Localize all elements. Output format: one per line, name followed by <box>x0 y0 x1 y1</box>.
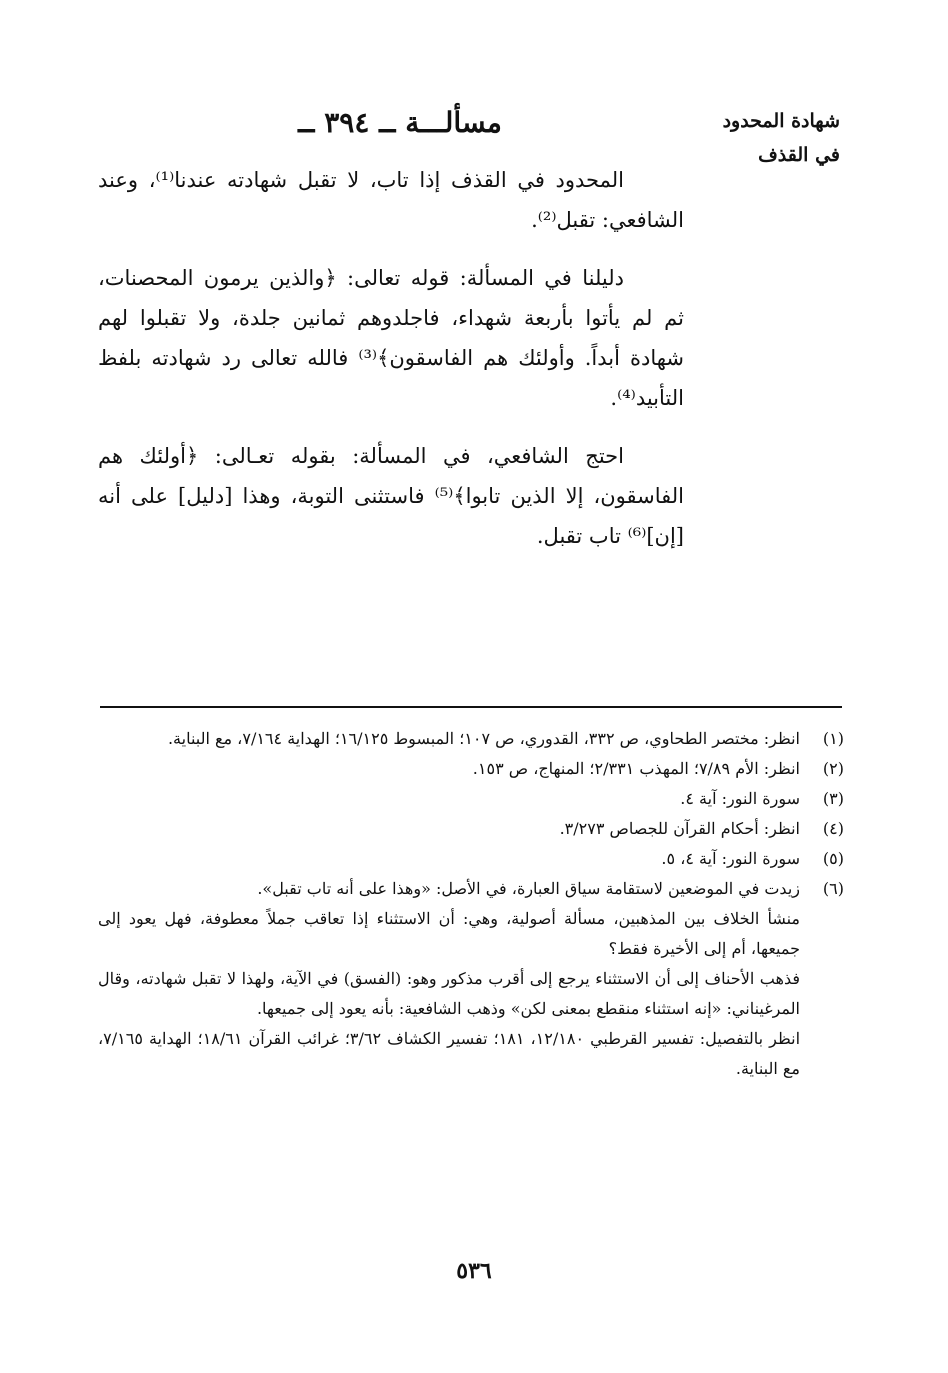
footnote-text: انظر: أحكام القرآن للجصاص ٣/٢٧٣. <box>559 819 800 838</box>
paragraph-ruling: المحدود في القذف إذا تاب، لا تقبل شهادته عندنا⁽¹⁾، وعند الشافعي: تقبل⁽²⁾. <box>98 168 684 232</box>
footnote-text: سورة النور: آية ٤. <box>680 789 800 808</box>
footnote-continuation-line: فذهب الأحناف إلى أن الاستثناء يرجع إلى أقرب مذكور وهو: (الفسق) في الآية، ولهذا لا تقبل شهادته، وقال المرغيناني: «إنه استثناء منقطع بمعنى لكن» وذهب الشافعية: بأنه يعود إلى جميعها. <box>98 969 800 1018</box>
issue-title: مسألـــة ــ ٣٩٤ ــ <box>298 106 502 139</box>
paragraph-our-evidence: دليلنا في المسألة: قوله تعالى: ﴿والذين يرمون المحصنات، ثم لم يأتوا بأربعة شهداء، فاجلدوهم ثمانين جلدة، ولا تقبلوا لهم شهادة أبداً. وأولئك هم الفاسقون﴾⁽³⁾ فالله تعالى رد شهادته بلفظ التأبيد⁽⁴⁾. <box>98 266 684 410</box>
footnote-number: (٤) <box>822 819 844 838</box>
footnote-number: (٥) <box>822 849 844 868</box>
footnote-text: انظر: الأم ٧/٨٩؛ المهذب ٢/٣٣١؛ المنهاج، ص ١٥٣. <box>472 759 800 778</box>
footnote-number: (٣) <box>822 789 844 808</box>
footnote-number: (١) <box>822 729 844 748</box>
footnote-number: (٢) <box>822 759 844 778</box>
footnote-6 <box>98 874 844 904</box>
footnote-6-continuation <box>98 904 844 1084</box>
page-number: ٥٣٦ <box>456 1258 492 1284</box>
footnote-5 <box>98 844 844 874</box>
footnote-number: (٦) <box>822 879 844 898</box>
footnote-1 <box>98 724 844 754</box>
footnote-separator <box>100 706 842 708</box>
footnote-text: سورة النور: آية ٤، ٥. <box>661 849 800 868</box>
footnote-text: زيدت في الموضعين لاستقامة سياق العبارة، في الأصل: «وهذا على أنه تاب تقبل». <box>257 879 800 898</box>
footnote-text: انظر: مختصر الطحاوي، ص ٣٣٢، القدوري، ص ١٠٧؛ المبسوط ١٦/١٢٥؛ الهداية ٧/١٦٤، مع البناية. <box>167 729 800 748</box>
footnote-2 <box>98 754 844 784</box>
paragraph-shafii-argument: احتج الشافعي، في المسألة: بقوله تعـالى: ﴿أولئك هم الفاسقون، إلا الذين تابوا﴾⁽⁵⁾ فاستثنى التوبة، وهذا [دليل] على أنه [إن]⁽⁶⁾ تاب تقبل. <box>98 444 684 548</box>
main-text <box>98 160 684 574</box>
footnote-3 <box>98 784 844 814</box>
footnotes <box>98 724 844 1084</box>
footnote-continuation-line: انظر بالتفصيل: تفسير القرطبي ١٢/١٨٠، ١٨١؛ تفسير الكشاف ٣/٦٢؛ غرائب القرآن ١٨/٦١؛ الهداية ٧/١٦٥، مع البناية. <box>98 1029 801 1078</box>
side-heading: شهادة المحدود في القذف <box>722 110 840 166</box>
footnote-continuation-line: منشأ الخلاف بين المذهبين، مسألة أصولية، وهي: أن الاستثناء إذا تعاقب جملاً معطوفة، فهل يعود إلى جميعها، أم إلى الأخيرة فقط؟ <box>98 909 800 958</box>
footnote-4 <box>98 814 844 844</box>
